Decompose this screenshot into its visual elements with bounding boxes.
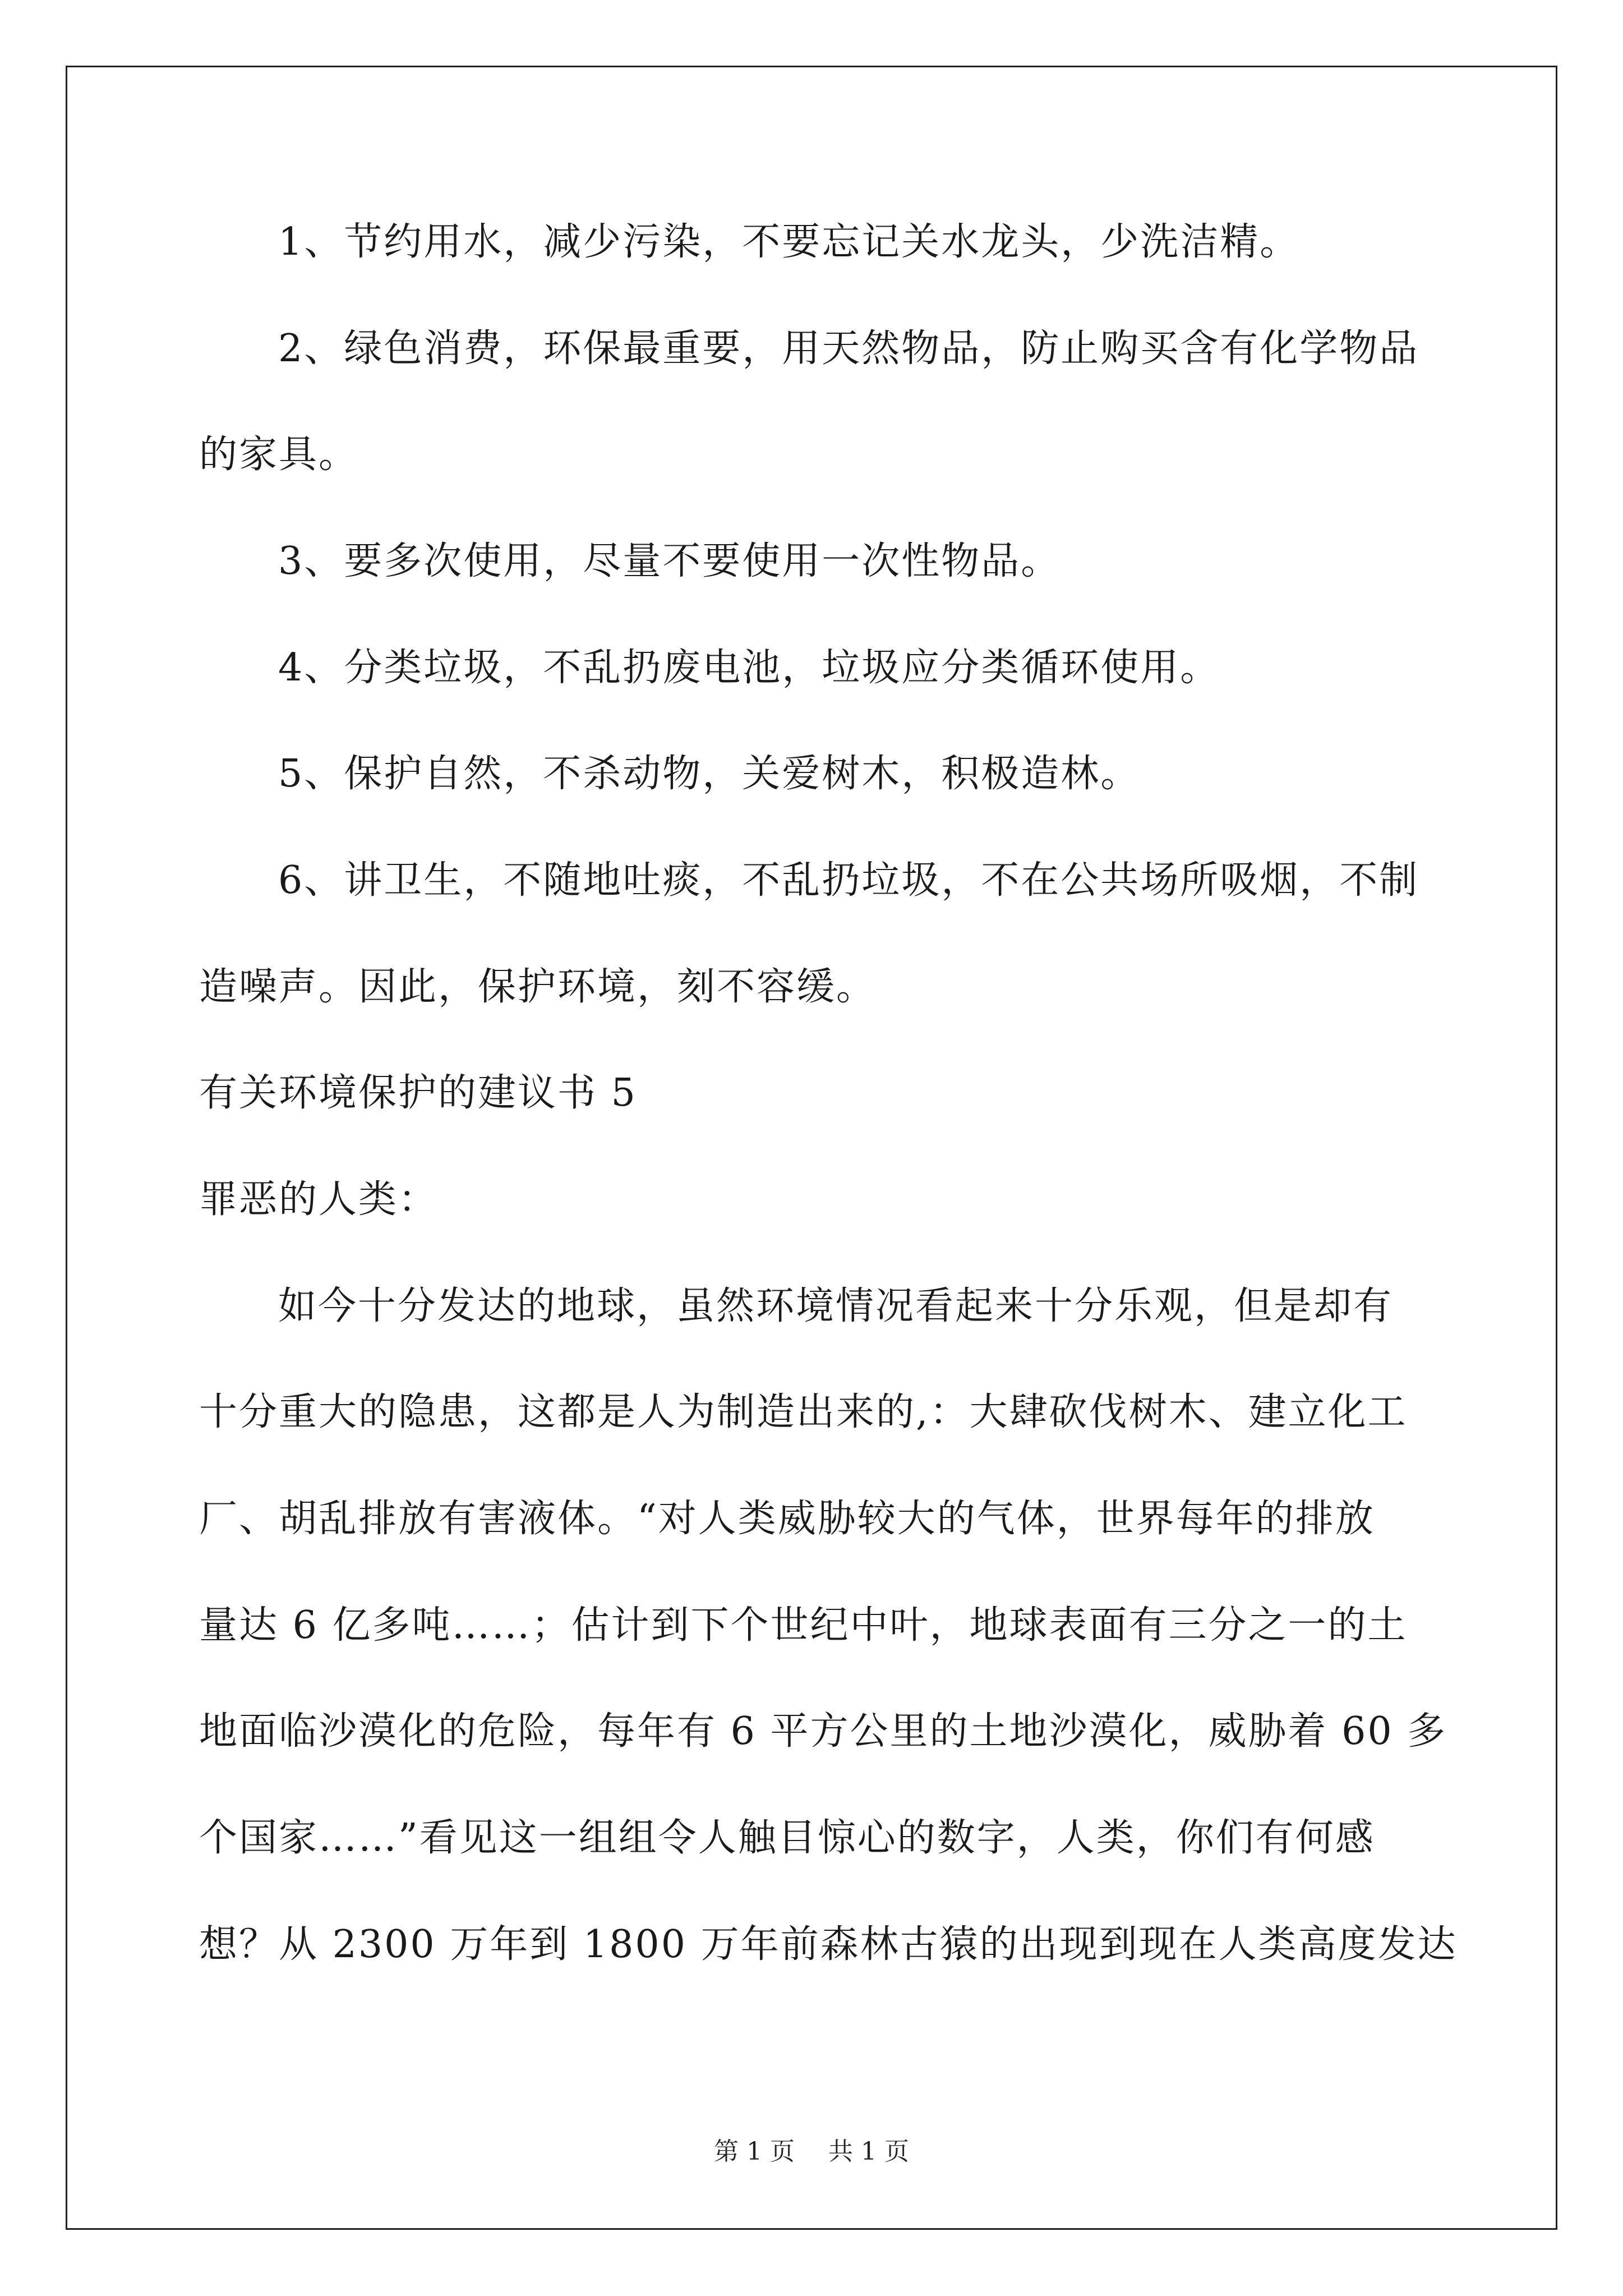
page-number-current: 第 1 页 — [714, 2137, 795, 2166]
paragraph-line: 个国家……”看见这一组组令人触目惊心的数字，人类，你们有何感 — [199, 1816, 1375, 1860]
paragraph-line: 如今十分发达的地球，虽然环境情况看起来十分乐观，但是却有 — [278, 1284, 1394, 1328]
paragraph-line: 6、讲卫生，不随地吐痰，不乱扔垃圾，不在公共场所吸烟，不制 — [278, 858, 1419, 903]
paragraph-line: 量达 6 亿多吨……；估计到下个世纪中叶，地球表面有三分之一的土 — [199, 1603, 1408, 1648]
paragraph-line: 十分重大的隐患，这都是人为制造出来的,：大肆砍伐树木、建立化工 — [199, 1390, 1408, 1434]
paragraph-line: 的家具。 — [199, 432, 359, 477]
paragraph-line: 4、分类垃圾，不乱扔废电池，垃圾应分类循环使用。 — [278, 646, 1220, 690]
paragraph-line: 1、节约用水，减少污染，不要忘记关水龙头，少洗洁精。 — [278, 220, 1300, 264]
paragraph-line: 地面临沙漠化的危险，每年有 6 平方公里的土地沙漠化，威胁着 60 多 — [199, 1709, 1447, 1754]
salutation: 罪恶的人类： — [199, 1177, 439, 1222]
paragraph-line: 5、保护自然，不杀动物，关爱树木，积极造林。 — [278, 752, 1141, 796]
page-number-total: 共 1 页 — [828, 2137, 909, 2166]
page-footer — [0, 2136, 1623, 2168]
paragraph-line: 厂、胡乱排放有害液体。“对人类威胁较大的气体，世界每年的排放 — [199, 1497, 1375, 1541]
paragraph-line: 造噪声。因此，保护环境，刻不容缓。 — [199, 965, 877, 1009]
paragraph-line: 3、要多次使用，尽量不要使用一次性物品。 — [278, 539, 1061, 583]
section-heading: 有关环境保护的建议书 5 — [199, 1071, 637, 1115]
page-border — [66, 66, 1557, 2230]
paragraph-line: 2、绿色消费，环保最重要，用天然物品，防止购买含有化学物品 — [278, 326, 1419, 371]
paragraph-line: 想？从 2300 万年到 1800 万年前森林古猿的出现到现在人类高度发达 — [199, 1922, 1458, 1967]
